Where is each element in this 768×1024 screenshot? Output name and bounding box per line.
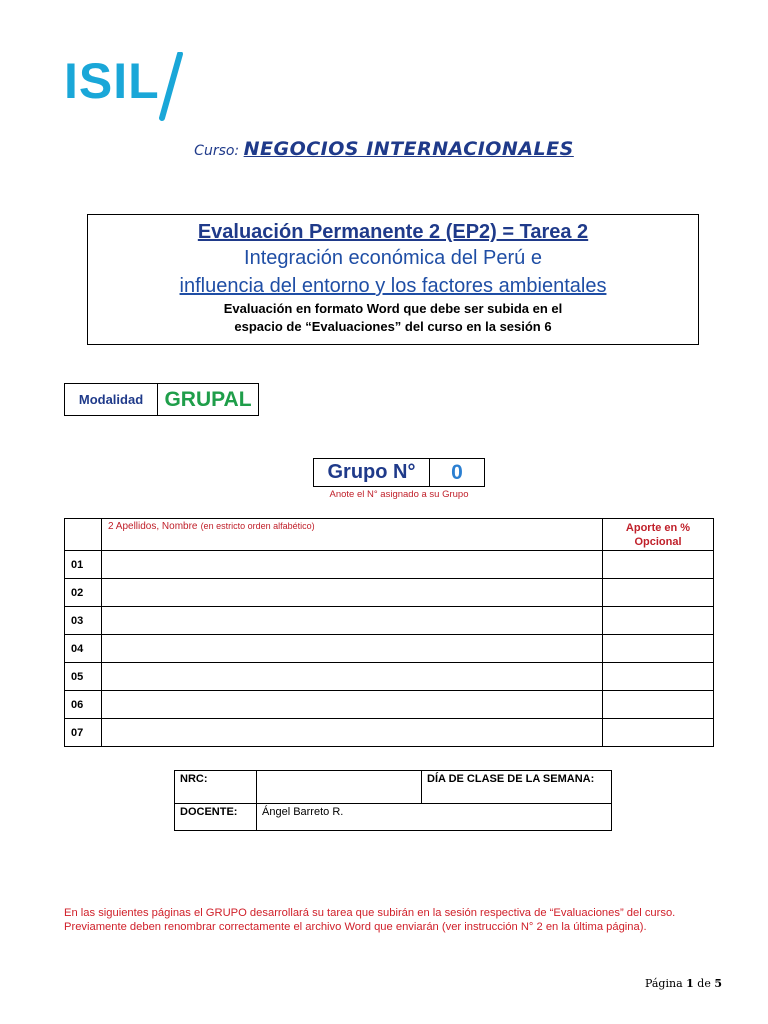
aporte-field[interactable] [603, 579, 714, 607]
logo-text: ISIL [64, 53, 160, 109]
header-name-label: 2 Apellidos, Nombre [108, 521, 198, 532]
modalidad-label: Modalidad [65, 384, 158, 415]
page-total: 5 [714, 977, 722, 990]
evaluation-subtitle-line1: Integración económica del Perú e [244, 247, 542, 269]
table-row [65, 607, 714, 635]
row-number: 07 [65, 719, 102, 747]
modalidad-box [64, 383, 259, 416]
row-number: 06 [65, 691, 102, 719]
page-footer [645, 977, 722, 990]
day-label: DÍA DE CLASE DE LA SEMANA: [427, 773, 595, 785]
course-name: NEGOCIOS INTERNACIONALES [243, 138, 574, 160]
nrc-field[interactable] [257, 771, 422, 804]
students-table-header [65, 519, 714, 551]
aporte-field[interactable] [603, 551, 714, 579]
course-info-row [175, 771, 612, 804]
evaluation-note-line1: Evaluación en formato Word que debe ser subida en el [223, 301, 563, 316]
students-table [64, 518, 714, 747]
page-current: 1 [686, 977, 694, 990]
row-number: 02 [65, 579, 102, 607]
table-row [65, 579, 714, 607]
nrc-label-cell [175, 771, 257, 804]
aporte-field[interactable] [603, 607, 714, 635]
instructions-line2: Previamente deben renombrar correctamente el archivo Word que enviarán (ver instrucción N° 2 en la última página). [64, 921, 647, 933]
grupo-label: Grupo N° [314, 459, 430, 486]
header-aporte-label [626, 519, 690, 549]
student-name-field[interactable] [102, 663, 603, 691]
evaluation-box [87, 214, 699, 345]
header-number-cell [65, 519, 102, 551]
course-info-row [175, 804, 612, 831]
aporte-field[interactable] [603, 691, 714, 719]
student-name-field[interactable] [102, 719, 603, 747]
grupo-number-field[interactable]: 0 [451, 460, 463, 484]
day-label-cell [422, 771, 612, 804]
grupo-hint: Anote el N° asignado a su Grupo [329, 489, 469, 500]
row-number: 04 [65, 635, 102, 663]
header-name-note: (en estricto orden alfabético) [200, 521, 315, 531]
row-number: 05 [65, 663, 102, 691]
evaluation-title: Evaluación Permanente 2 (EP2) = Tarea 2 [197, 221, 589, 243]
docente-label: DOCENTE: [180, 806, 238, 818]
isil-logo [64, 52, 184, 124]
aporte-field[interactable] [603, 635, 714, 663]
course-info-table [174, 770, 612, 831]
course-line [0, 138, 768, 160]
table-row [65, 691, 714, 719]
student-name-field[interactable] [102, 691, 603, 719]
logo-slash-icon [64, 52, 184, 124]
grupo-box [313, 458, 485, 487]
table-row [65, 719, 714, 747]
header-aporte-line1: Aporte en % [625, 522, 691, 534]
table-row [65, 635, 714, 663]
row-number: 03 [65, 607, 102, 635]
page-separator: de [697, 977, 711, 990]
evaluation-note-line2: espacio de “Evaluaciones” del curso en la sesión 6 [234, 319, 552, 334]
evaluation-subtitle-line2: influencia del entorno y los factores ambientales [179, 275, 607, 297]
modalidad-value: GRUPAL [164, 387, 252, 411]
student-name-field[interactable] [102, 579, 603, 607]
header-aporte-line2: Opcional [634, 536, 682, 548]
aporte-field[interactable] [603, 663, 714, 691]
student-name-field[interactable] [102, 551, 603, 579]
aporte-field[interactable] [603, 719, 714, 747]
docente-value: Ángel Barreto R. [257, 804, 612, 831]
table-row [65, 663, 714, 691]
table-row [65, 551, 714, 579]
instructions-line1: En las siguientes páginas el GRUPO desarrollará su tarea que subirán en la sesión respectiva de “Evaluaciones” del curso. [64, 907, 676, 919]
docente-label-cell [175, 804, 257, 831]
row-number: 01 [65, 551, 102, 579]
instructions-text [64, 906, 724, 934]
nrc-label: NRC: [180, 773, 208, 785]
header-name-cell [102, 519, 603, 551]
header-aporte-cell [603, 519, 714, 551]
student-name-field[interactable] [102, 607, 603, 635]
page-prefix: Página [644, 977, 683, 990]
course-label: Curso: [194, 143, 240, 159]
student-name-field[interactable] [102, 635, 603, 663]
